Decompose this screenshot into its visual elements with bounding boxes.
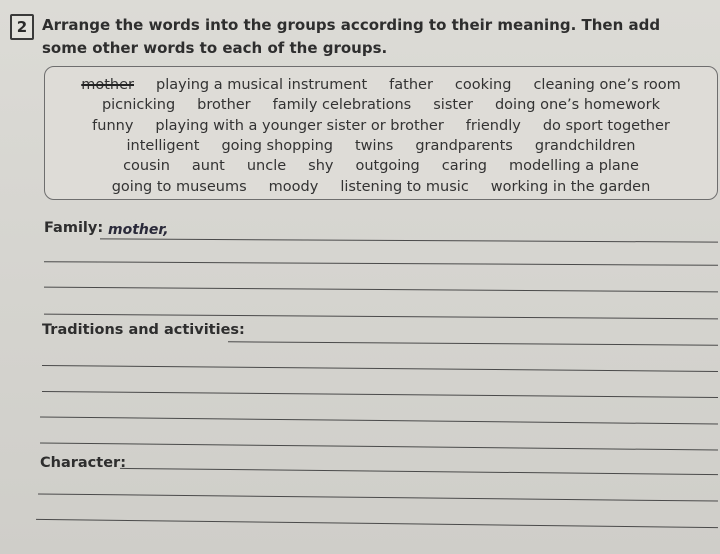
word-item: twins xyxy=(355,138,394,154)
word-item: aunt xyxy=(191,158,225,174)
word-item: going shopping xyxy=(221,138,333,154)
word-item: moody xyxy=(268,179,319,195)
word-item: family celebrations xyxy=(272,97,412,113)
word-item: sister xyxy=(433,97,473,113)
family-answer-handwritten: mother, xyxy=(108,222,169,238)
word-item: funny xyxy=(92,118,134,134)
traditions-label: Traditions and activities: xyxy=(42,322,245,338)
answer-line[interactable] xyxy=(42,391,718,398)
answer-line[interactable] xyxy=(42,365,718,372)
word-row xyxy=(45,116,717,136)
word-item: going to museums xyxy=(111,179,247,195)
word-item: cleaning one’s room xyxy=(533,77,681,93)
exercise-number: 2 xyxy=(10,14,34,40)
answer-line[interactable] xyxy=(40,416,718,424)
word-item: playing with a younger sister or brother xyxy=(155,118,444,134)
word-item: listening to music xyxy=(340,179,469,195)
answer-line[interactable] xyxy=(38,493,718,501)
word-item: grandparents xyxy=(415,138,513,154)
answer-line[interactable] xyxy=(228,341,718,345)
answer-line[interactable] xyxy=(100,238,718,242)
exercise-instruction: Arrange the words into the groups according to their meaning. Then add some other words to each of the groups. xyxy=(42,16,661,57)
answer-line[interactable] xyxy=(36,519,718,528)
word-item: father xyxy=(389,77,433,93)
word-row xyxy=(45,75,717,95)
word-row xyxy=(45,156,717,176)
word-item: modelling a plane xyxy=(508,158,639,174)
word-box xyxy=(44,66,718,200)
word-item: outgoing xyxy=(355,158,420,174)
word-item: shy xyxy=(308,158,334,174)
word-item: caring xyxy=(441,158,487,174)
word-item: working in the garden xyxy=(490,179,651,195)
word-item: grandchildren xyxy=(534,138,636,154)
word-item: uncle xyxy=(246,158,287,174)
word-item: intelligent xyxy=(126,138,200,154)
character-label: Character: xyxy=(40,455,126,471)
answer-line[interactable] xyxy=(44,261,718,266)
word-item: playing a musical instrument xyxy=(156,77,368,93)
word-row xyxy=(45,177,717,197)
answer-line[interactable] xyxy=(120,468,718,475)
answer-line[interactable] xyxy=(44,287,718,293)
word-item: cousin xyxy=(123,158,170,174)
word-item: picnicking xyxy=(101,97,176,113)
word-item: do sport together xyxy=(542,118,670,134)
word-item: cooking xyxy=(454,77,512,93)
word-row xyxy=(45,95,717,115)
word-item: brother xyxy=(197,97,251,113)
answer-line[interactable] xyxy=(40,442,718,450)
family-label: Family: xyxy=(44,220,104,236)
word-item: doing one’s homework xyxy=(494,97,661,113)
word-item: friendly xyxy=(465,118,521,134)
word-row xyxy=(45,136,717,156)
word-item: mother xyxy=(81,77,134,93)
answer-line[interactable] xyxy=(44,314,718,320)
